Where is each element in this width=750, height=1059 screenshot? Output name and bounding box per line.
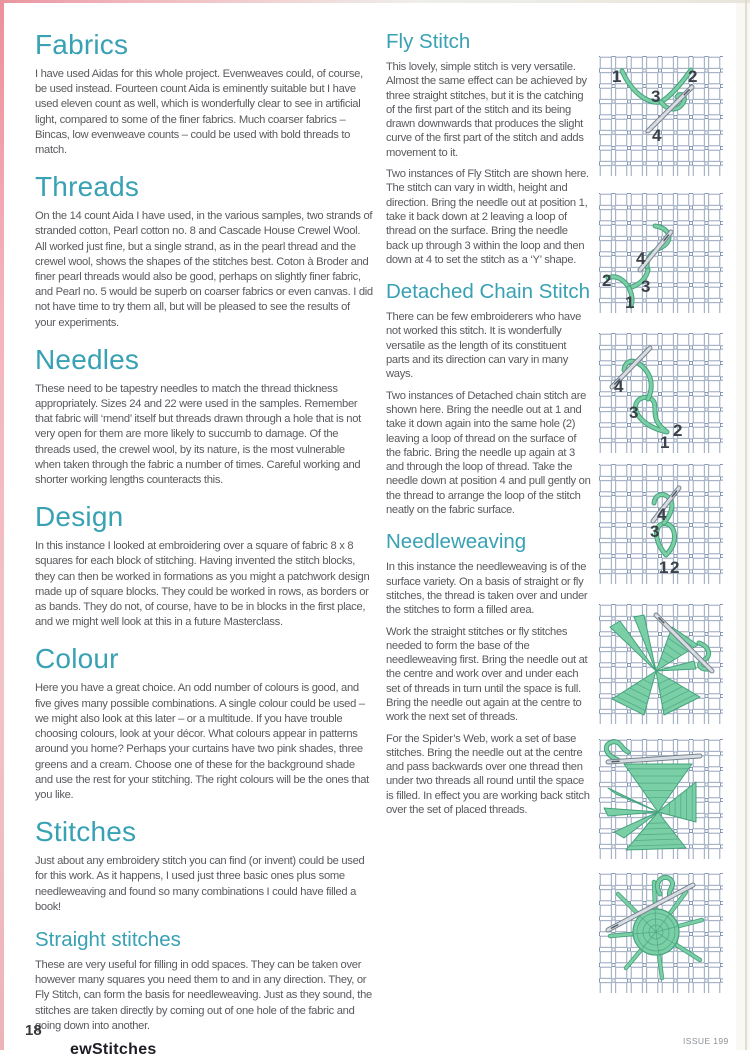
svg-text:1: 1 xyxy=(659,558,668,577)
section-text: Two instances of Fly Stitch are shown here. The stitch can vary in width, height and direction. Bring the needle out at position 1, take it back down at 2 leaving a loop of thread on the surface. Bring the needle back up through 3 within the loop and then down at 4 to set the stitch as a ‘Y’ shape. xyxy=(386,167,592,267)
detached-chain-step-a-diagram xyxy=(597,332,725,454)
magazine-logo: ewStitches xyxy=(70,1041,157,1059)
section-title-needleweaving: Needleweaving xyxy=(386,530,592,554)
section-text: Two instances of Detached chain stitch are shown here. Bring the needle out at 1 and take it down again into the same hole (2) leaving a loop of thread on the surface of the fabric. Bring the needle up again at 3 and through the loop of thread. Take the needle down at position 4 and pull gently on the thread to arrange the loop of the stitch neatly on the fabric surface. xyxy=(386,389,592,518)
svg-text:2: 2 xyxy=(688,67,697,86)
section-text: In this instance I looked at embroidering over a square of fabric 8 x 8 squares for each block of stitching. Having invented the stitch blocks, they can then be worked in formations as you might a patchwork design made up of square blocks. They could be worked in rows, as borders or as bands. They do not, of course, have to be in blocks in the first place, and we might well look at this in a future Masterclass. xyxy=(35,539,373,630)
needleweaving-step-a-diagram xyxy=(597,603,725,725)
svg-text:3: 3 xyxy=(641,277,650,296)
spiders-web-diagram xyxy=(597,872,725,994)
section-title-fabrics: Fabrics xyxy=(35,30,373,60)
page-number: 18 xyxy=(25,1022,42,1039)
section-text: Work the straight stitches or fly stitches needed to form the base of the needleweaving first. Bring the needle out at the centre and work over and under each set of threads in turn until the space is full. Bring the needle out again at the centre to work the next set of threads. xyxy=(386,625,592,725)
section-fabrics xyxy=(35,30,373,158)
svg-text:3: 3 xyxy=(650,522,659,541)
page-right-margin xyxy=(736,0,750,1050)
section-text: These need to be tapestry needles to match the thread thickness appropriately. Sizes 24 and 22 were used in the samples. Remember that fabric will ‘mend’ itself but threads drawn through a hole that is not very open for them are more likely to succumb to damage. Of the threads used, the crewel wool, by its nature, is the most vulnerable when taken through the fabric a number of times. Careful working and shorter working lengths counteracts this. xyxy=(35,382,373,488)
svg-text:3: 3 xyxy=(629,403,638,422)
section-text: These are very useful for filling in odd spaces. They can be taken over however many squares you need them to and in any direction. They, or Fly Stitch, can form the basis for needleweaving. Just as they sound, the stitches are taken directly by coming out of one hole of the fabric and going down into another. xyxy=(35,958,373,1034)
svg-text:2: 2 xyxy=(673,421,682,440)
section-title-fly-stitch: Fly Stitch xyxy=(386,30,592,54)
scan-edge-left xyxy=(0,0,4,1050)
svg-text:1: 1 xyxy=(660,433,669,452)
section-text: For the Spider’s Web, work a set of base stitches. Bring the needle out at the centre and pass backwards over one thread then under two threads all round until the space is filled. In effect you are working back stitch over the set of placed threads. xyxy=(386,732,592,818)
section-detached-chain-stitch xyxy=(386,280,592,517)
section-needles xyxy=(35,345,373,488)
section-text: Just about any embroidery stitch you can find (or invent) could be used for this work. As it happens, I used just three basic ones plus some needleweaving and found so many combinations I could have filled a book! xyxy=(35,854,373,915)
section-title-stitches: Stitches xyxy=(35,817,373,847)
scan-edge-top xyxy=(0,0,750,3)
section-straight-stitches xyxy=(35,928,373,1034)
svg-text:4: 4 xyxy=(636,249,646,268)
fly-stitch-step-b-diagram xyxy=(597,192,725,314)
section-stitches xyxy=(35,817,373,915)
svg-text:2: 2 xyxy=(670,558,679,577)
section-text: On the 14 count Aida I have used, in the various samples, two strands of stranded cotton, Pearl cotton no. 8 and Cascade House Crewel Wool. All worked just fine, but a single strand, as in the pearl thread and the crewel wool, shows the shapes of the stitches best. Coton à Broder and finer pearl threads would also be good, perhaps on slightly finer fabric, and Pearl no. 5 would be superb on coarser fabrics or even canvas. I did not have time to try them all, but will be pleased to see the results of your experiments. xyxy=(35,209,373,331)
section-design xyxy=(35,502,373,630)
section-threads xyxy=(35,172,373,331)
section-title-straight-stitches: Straight stitches xyxy=(35,928,373,952)
svg-text:1: 1 xyxy=(612,67,621,86)
section-needleweaving xyxy=(386,530,592,817)
section-text: I have used Aidas for this whole project. Evenweaves could, of course, be used instead. Fourteen count Aida is eminently suitable but I have used eleven count as well, which is wonderfully clear to see in artificial light, compared to some of the finer fabrics. Much coarser fabrics – Bincas, low evenweave counts – could be used with bold threads to match. xyxy=(35,67,373,158)
issue-label: ISSUE 199 xyxy=(683,1036,729,1046)
needleweaving-step-b-diagram xyxy=(597,738,725,860)
section-text: This lovely, simple stitch is very versatile. Almost the same effect can be achieved by three straight stitches, but it is the catching of the first part of the stitch and its being drawn downwards that produces the slight curve of the first part of the stitch and adds movement to it. xyxy=(386,60,592,160)
section-text: Here you have a great choice. An odd number of colours is good, and five gives many possible combinations. A single colour could be used – we might also look at this later – or a multitude. If you have trouble choosing colours, look at your décor. What colours appear in patterns around you home? Perhaps your curtains have two pink shades, three greens and a cream. Choose one of these for the background shade and use the rest for your stitching. The right colours will be the ones that you like. xyxy=(35,681,373,803)
scan-edge-right xyxy=(745,0,747,1050)
section-title-detached-chain-stitch: Detached Chain Stitch xyxy=(386,280,592,304)
right-column xyxy=(386,30,592,824)
svg-text:3: 3 xyxy=(651,87,660,106)
fly-stitch-step-a-diagram xyxy=(597,55,725,177)
section-colour xyxy=(35,644,373,803)
section-title-needles: Needles xyxy=(35,345,373,375)
section-text: In this instance the needleweaving is of the surface variety. On a basis of straight or fly stitches, the thread is taken over and under the stitches to form a filled area. xyxy=(386,560,592,617)
svg-text:4: 4 xyxy=(657,505,667,524)
section-text: There can be few embroiderers who have not worked this stitch. It is wonderfully versatile as the length of its constituent parts and its direction can vary in many ways. xyxy=(386,310,592,381)
detached-chain-step-b-diagram xyxy=(597,463,725,585)
section-title-design: Design xyxy=(35,502,373,532)
section-fly-stitch xyxy=(386,30,592,267)
svg-text:1: 1 xyxy=(625,293,634,312)
svg-text:2: 2 xyxy=(602,271,611,290)
section-title-colour: Colour xyxy=(35,644,373,674)
svg-text:4: 4 xyxy=(652,126,662,145)
section-title-threads: Threads xyxy=(35,172,373,202)
left-column xyxy=(35,30,373,1042)
svg-text:4: 4 xyxy=(614,377,624,396)
